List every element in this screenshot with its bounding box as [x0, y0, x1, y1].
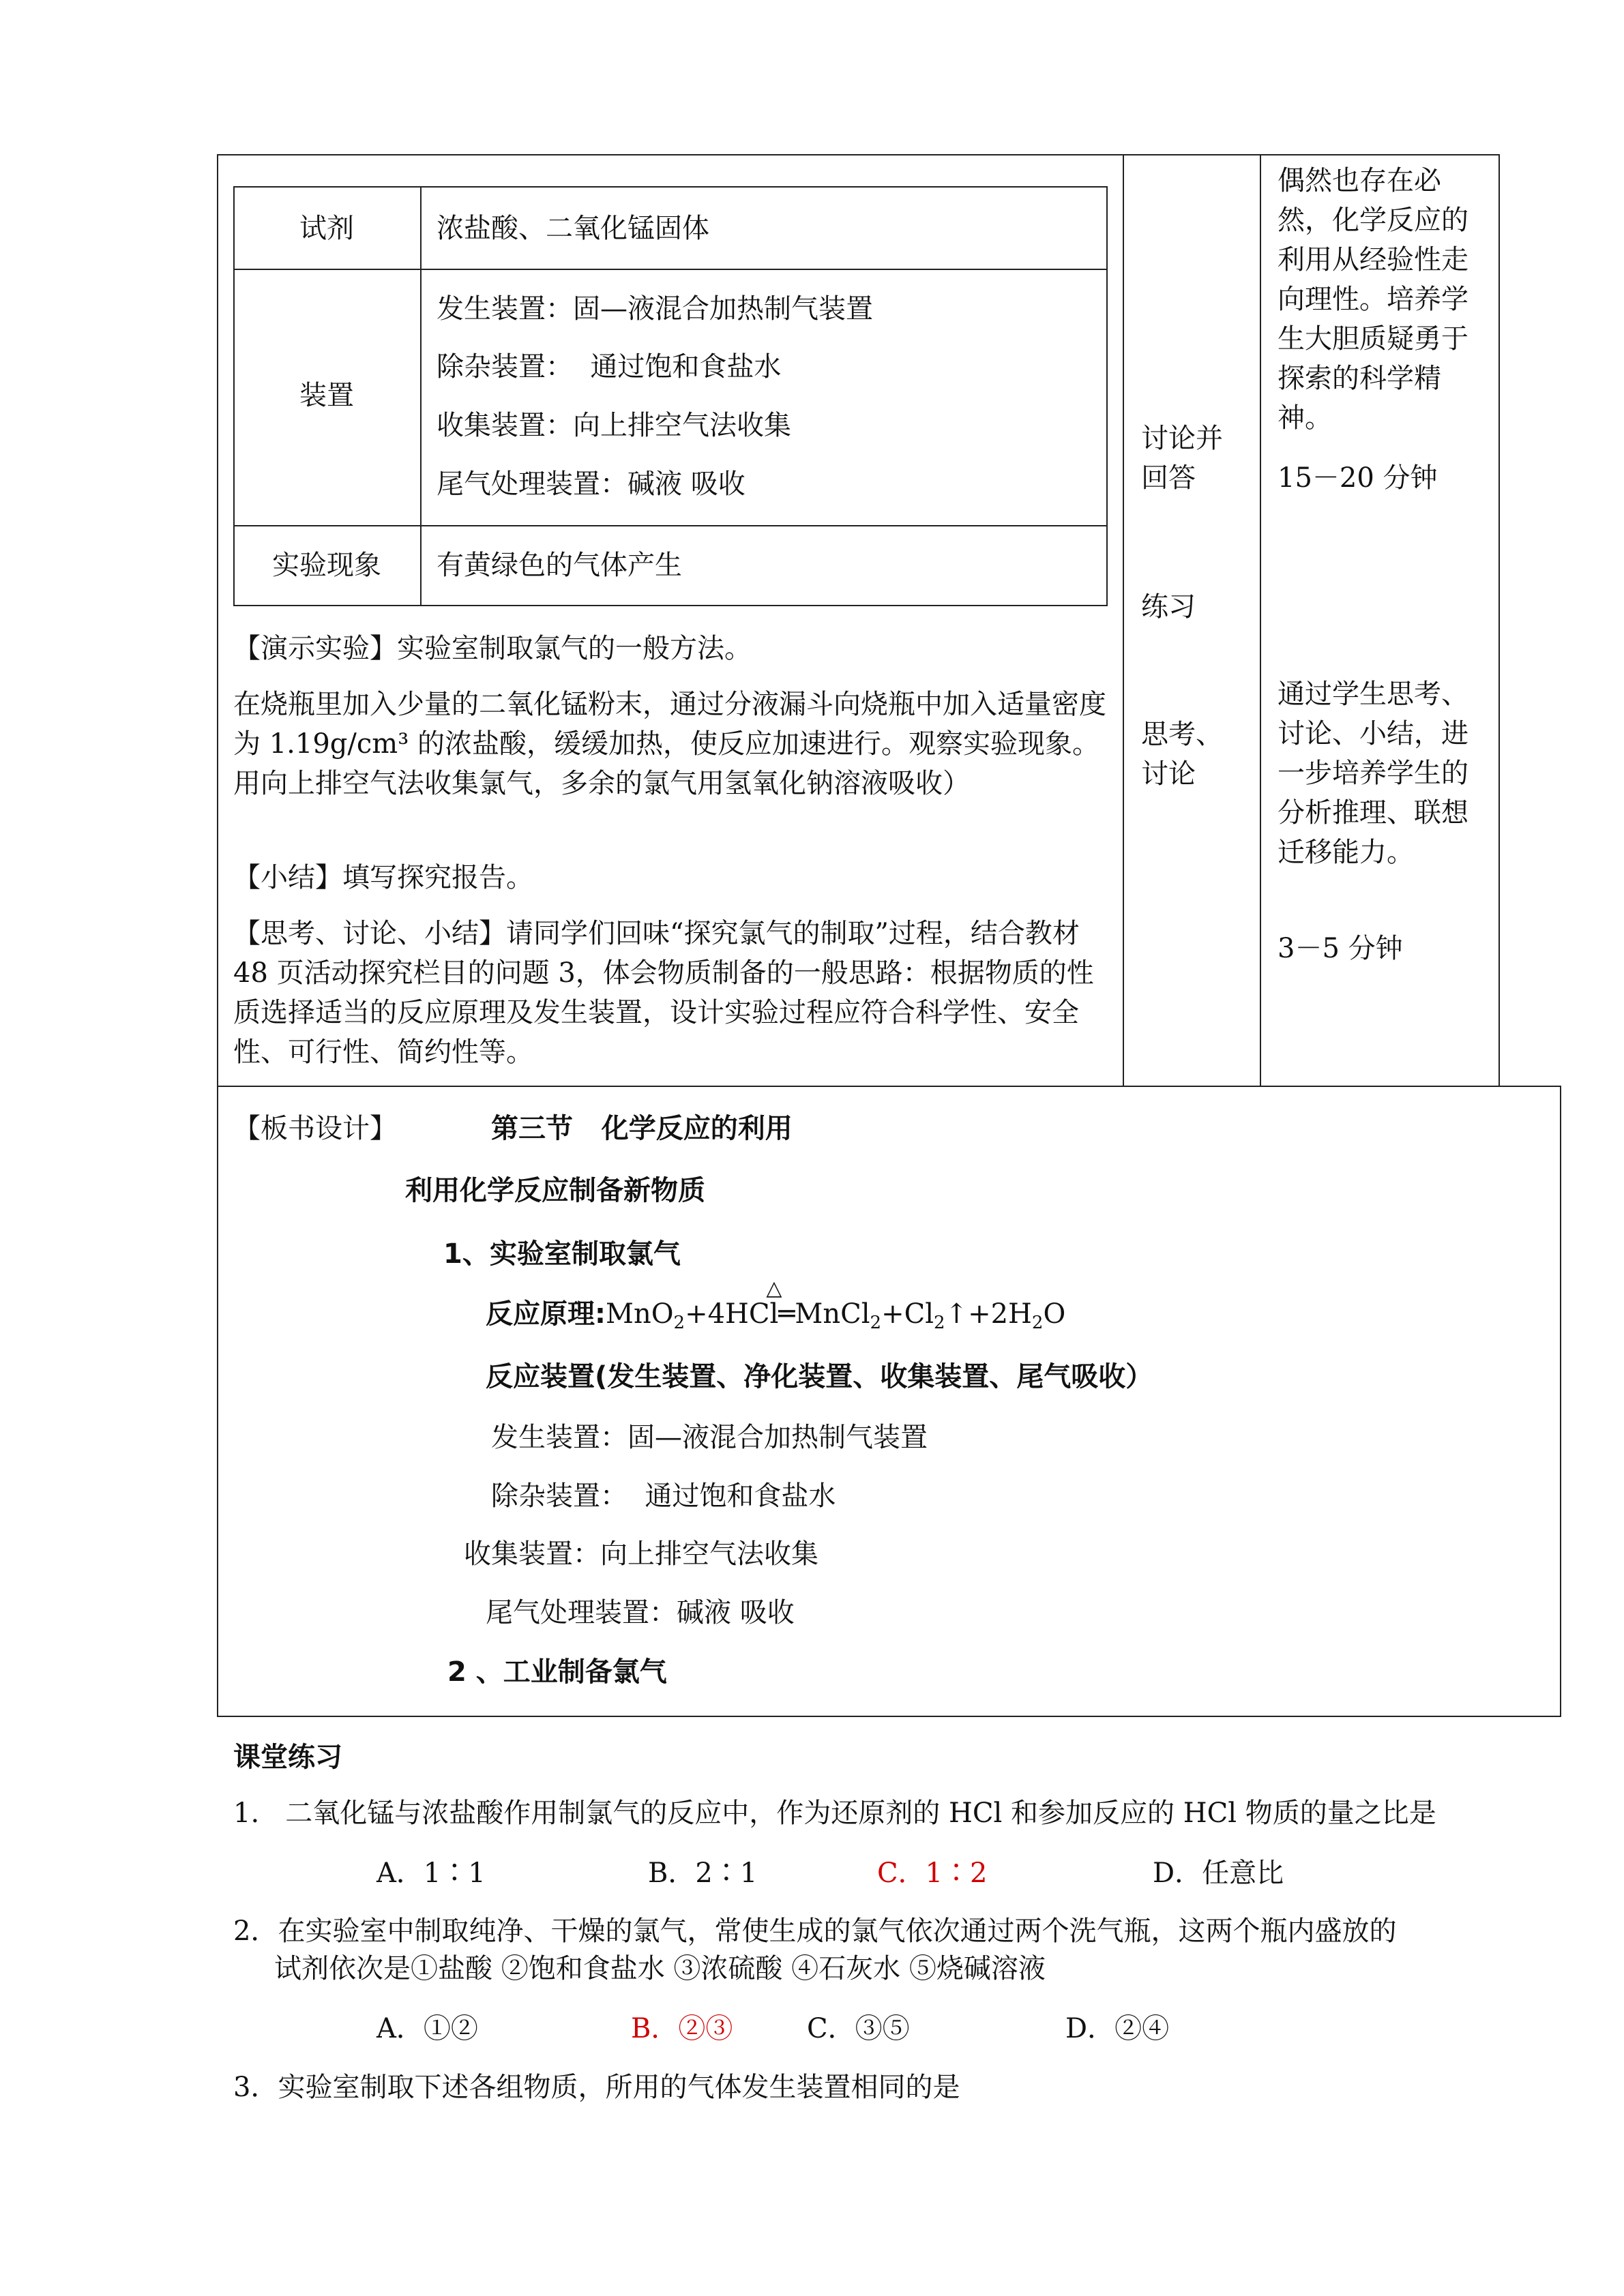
board-label: 【板书设计】 [233, 1113, 397, 1144]
eq-heat-arrow [766, 1277, 795, 1334]
row-label-phenomenon: 实验现象 [272, 550, 381, 581]
row-value-apparatus-1: 发生装置：固—液混合加热制气装置 [437, 293, 873, 325]
question-1: 1. 二氧化锰与浓盐酸作用制氯气的反应中，作为还原剂的 HCl 和参加反应的 HCl 物质的量之比是 [233, 1798, 1436, 1829]
eq-product-1-sub: 2 [870, 1313, 882, 1333]
q1-option-c-answer: C．1∶2 [877, 1858, 988, 1889]
q2-option-b-answer: B．②③ [631, 2013, 733, 2044]
board-section-title: 第三节 化学反应的利用 [491, 1113, 793, 1144]
demo-heading: 【演示实验】实验室制取氯气的一般方法。 [233, 633, 752, 664]
eq-product-4: O [1043, 1298, 1066, 1330]
row-value-apparatus-3: 收集装置：向上排空气法收集 [437, 410, 791, 441]
eq-product-2: +Cl [881, 1298, 934, 1330]
board-line-tail: 尾气处理装置：碱液 吸收 [486, 1597, 795, 1628]
board-line-generator: 发生装置：固—液混合加热制气装置 [491, 1422, 928, 1453]
q1-option-d: D．任意比 [1153, 1858, 1284, 1889]
summary-text: 【小结】填写探究报告。 [233, 862, 533, 893]
eq-product-3: +2H [968, 1298, 1032, 1330]
reagent-table-divider [420, 186, 422, 606]
intent-time-2: 3－5 分钟 [1278, 933, 1403, 964]
demo-description: 在烧瓶里加入少量的二氧化锰粉末，通过分液漏斗向烧瓶中加入适量密度为 1.19g/cm³ 的浓盐酸，缓缓加热，使反应加速进行。观察实验现象。用向上排空气法收集氯气，多余的氯气用氢氧化钠溶液吸收） [233, 689, 1106, 799]
row-value-phenomenon: 有黄绿色的气体产生 [437, 550, 682, 581]
q1-option-a: A．1∶1 [377, 1858, 486, 1889]
reagent-table-row-line-2 [233, 525, 1108, 526]
row-value-apparatus-4: 尾气处理装置：碱液 吸收 [437, 468, 745, 500]
q2-option-c: C．③⑤ [807, 2013, 910, 2044]
question-2-line-1: 2．在实验室中制取纯净、干燥的氯气，常使生成的氯气依次通过两个洗气瓶，这两个瓶内盛放的 [233, 1915, 1397, 1947]
reagent-table-row-line-1 [233, 269, 1108, 270]
q1-option-b: B．2∶1 [648, 1858, 758, 1889]
q2-option-a: A．①② [377, 2013, 478, 2044]
eq-product-3-sub: 2 [1031, 1313, 1044, 1333]
exercise-title: 课堂练习 [233, 1742, 342, 1773]
equals-sign: ═ [778, 1298, 795, 1330]
activity-think-discuss: 思考、讨论 [1141, 719, 1223, 790]
eq-product-2-sub: 2 [934, 1313, 945, 1333]
board-subtitle: 利用化学反应制备新物质 [405, 1175, 705, 1206]
col-divider-1 [1123, 154, 1124, 1087]
board-line-collect: 收集装置：向上排空气法收集 [464, 1538, 818, 1570]
q2-option-d: D．②④ [1065, 2013, 1170, 2044]
activity-discuss-answer: 讨论并回答 [1141, 423, 1223, 494]
eq-reactant-1: MnO [606, 1298, 674, 1330]
board-heading-lab: 1、实验室制取氯气 [443, 1238, 681, 1270]
gas-up-arrow: ↑ [945, 1298, 969, 1330]
eq-reactant-1-sub: 2 [673, 1313, 685, 1333]
reaction-principle [486, 1277, 1066, 1337]
board-line-purify: 除杂装置： 通过饱和食盐水 [491, 1480, 836, 1512]
board-apparatus: 反应装置(发生装置、净化装置、收集装置、尾气吸收） [486, 1361, 1153, 1392]
discussion-text: 【思考、讨论、小结】请同学们回味“探究氯气的制取”过程，结合教材 48 页活动探究栏目的问题 3，体会物质制备的一般思路：根据物质的性质选择适当的反应原理及发生装置，设计实验过程应符合科学性、安全性、可行性、简约性等。 [233, 918, 1094, 1068]
activity-practice: 练习 [1141, 591, 1196, 623]
row-value-reagent: 浓盐酸、二氧化锰固体 [437, 213, 709, 244]
eq-product-1: MnCl [795, 1298, 870, 1330]
question-2-line-2: 试剂依次是①盐酸 ②饱和食盐水 ③浓硫酸 ④石灰水 ⑤烧碱溶液 [274, 1953, 1046, 1984]
heat-symbol: △ [766, 1277, 782, 1300]
eq-reactant-2: +4HCl [685, 1298, 779, 1330]
reaction-principle-label: 反应原理: [486, 1298, 606, 1330]
row-value-apparatus-2: 除杂装置： 通过饱和食盐水 [437, 351, 782, 383]
intent-text-1: 偶然也存在必然，化学反应的利用从经验性走向理性。培养学生大胆质疑勇于探索的科学精神。 [1278, 165, 1468, 434]
question-3: 3．实验室制取下述各组物质，所用的气体发生装置相同的是 [233, 2072, 960, 2103]
row-label-reagent: 试剂 [299, 213, 354, 244]
board-heading-industry: 2 、工业制备氯气 [447, 1656, 667, 1688]
intent-text-2: 通过学生思考、讨论、小结，进一步培养学生的分析推理、联想迁移能力。 [1278, 679, 1468, 868]
col-divider-2 [1260, 154, 1261, 1087]
intent-time-1: 15－20 分钟 [1278, 462, 1438, 494]
row-label-apparatus: 装置 [299, 380, 354, 411]
